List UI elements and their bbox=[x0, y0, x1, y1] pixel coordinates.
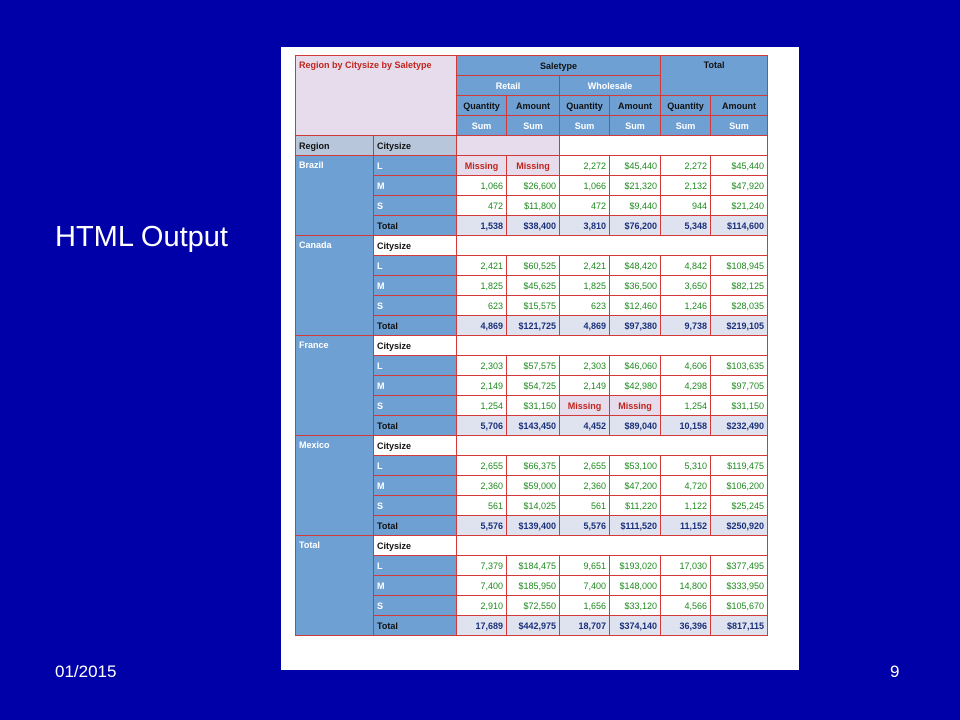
citysize-label: M bbox=[374, 276, 457, 296]
value-cell: 1,122 bbox=[661, 496, 711, 516]
header-row-1 bbox=[296, 56, 768, 76]
citysize-label: L bbox=[374, 156, 457, 176]
value-cell: $114,600 bbox=[711, 216, 768, 236]
citysize-label: L bbox=[374, 556, 457, 576]
value-cell: $21,240 bbox=[711, 196, 768, 216]
value-cell: $139,400 bbox=[507, 516, 560, 536]
value-cell: 5,310 bbox=[661, 456, 711, 476]
value-cell: $119,475 bbox=[711, 456, 768, 476]
region-label: France bbox=[296, 336, 374, 436]
value-cell: $377,495 bbox=[711, 556, 768, 576]
stat-header: Sum bbox=[610, 116, 661, 136]
value-cell: $57,575 bbox=[507, 356, 560, 376]
footer-date: 01/2015 bbox=[55, 662, 117, 681]
stat-header: Sum bbox=[507, 116, 560, 136]
value-cell: $45,440 bbox=[711, 156, 768, 176]
value-cell: $232,490 bbox=[711, 416, 768, 436]
value-cell: 4,452 bbox=[560, 416, 610, 436]
value-cell: $121,725 bbox=[507, 316, 560, 336]
stat-header: Sum bbox=[457, 116, 507, 136]
value-cell: 7,400 bbox=[457, 576, 507, 596]
value-cell: 5,576 bbox=[457, 516, 507, 536]
value-cell: $66,375 bbox=[507, 456, 560, 476]
value-cell: 9,651 bbox=[560, 556, 610, 576]
value-cell: 18,707 bbox=[560, 616, 610, 636]
group-title-row bbox=[296, 436, 768, 456]
table-title: Region by Citysize by Saletype bbox=[296, 56, 457, 136]
value-cell: 7,400 bbox=[560, 576, 610, 596]
value-cell: 11,152 bbox=[661, 516, 711, 536]
value-cell: 2,303 bbox=[560, 356, 610, 376]
value-cell: $82,125 bbox=[711, 276, 768, 296]
value-cell: 1,825 bbox=[560, 276, 610, 296]
value-cell: $148,000 bbox=[610, 576, 661, 596]
value-cell: $28,035 bbox=[711, 296, 768, 316]
value-cell: 561 bbox=[457, 496, 507, 516]
value-cell: $97,705 bbox=[711, 376, 768, 396]
value-cell: 2,303 bbox=[457, 356, 507, 376]
value-cell: 2,149 bbox=[560, 376, 610, 396]
stat-header: Sum bbox=[711, 116, 768, 136]
region-column-label: Region bbox=[296, 136, 374, 156]
citysize-label: Total bbox=[374, 316, 457, 336]
value-cell: 4,842 bbox=[661, 256, 711, 276]
value-cell: 1,066 bbox=[457, 176, 507, 196]
value-cell: 4,298 bbox=[661, 376, 711, 396]
value-cell: $219,105 bbox=[711, 316, 768, 336]
group-title-row bbox=[296, 336, 768, 356]
value-cell: 2,421 bbox=[560, 256, 610, 276]
value-cell: $817,115 bbox=[711, 616, 768, 636]
value-cell: 4,606 bbox=[661, 356, 711, 376]
wholesale-header: Wholesale bbox=[560, 76, 661, 96]
value-cell: $9,440 bbox=[610, 196, 661, 216]
value-cell: $250,920 bbox=[711, 516, 768, 536]
citysize-label: M bbox=[374, 576, 457, 596]
value-cell: 1,246 bbox=[661, 296, 711, 316]
value-cell: Missing bbox=[610, 396, 661, 416]
saletype-header: Saletype bbox=[457, 56, 661, 76]
region-label: Brazil bbox=[296, 156, 374, 236]
citysize-label: Total bbox=[374, 416, 457, 436]
group-title-row bbox=[296, 236, 768, 256]
citysize-title: Citysize bbox=[374, 536, 457, 556]
value-cell: $60,525 bbox=[507, 256, 560, 276]
value-cell: 3,810 bbox=[560, 216, 610, 236]
citysize-label: S bbox=[374, 296, 457, 316]
value-cell: $48,420 bbox=[610, 256, 661, 276]
value-cell: $54,725 bbox=[507, 376, 560, 396]
value-cell: $46,060 bbox=[610, 356, 661, 376]
citysize-label: S bbox=[374, 496, 457, 516]
citysize-label: L bbox=[374, 256, 457, 276]
citysize-label: S bbox=[374, 396, 457, 416]
value-cell: $111,520 bbox=[610, 516, 661, 536]
citysize-label: L bbox=[374, 456, 457, 476]
value-cell: $45,440 bbox=[610, 156, 661, 176]
value-cell: 14,800 bbox=[661, 576, 711, 596]
citysize-label: Total bbox=[374, 616, 457, 636]
value-cell: $31,150 bbox=[507, 396, 560, 416]
citysize-label: L bbox=[374, 356, 457, 376]
value-cell: $105,670 bbox=[711, 596, 768, 616]
value-cell: 2,421 bbox=[457, 256, 507, 276]
value-cell: 1,656 bbox=[560, 596, 610, 616]
value-cell: 2,132 bbox=[661, 176, 711, 196]
value-cell: $108,945 bbox=[711, 256, 768, 276]
blank-cell bbox=[457, 136, 560, 156]
value-cell: 1,254 bbox=[661, 396, 711, 416]
value-cell: 4,566 bbox=[661, 596, 711, 616]
value-cell: $442,975 bbox=[507, 616, 560, 636]
row-header-labels bbox=[296, 136, 768, 156]
value-cell: 1,825 bbox=[457, 276, 507, 296]
value-cell: 4,869 bbox=[457, 316, 507, 336]
value-cell: 17,030 bbox=[661, 556, 711, 576]
value-cell: $59,000 bbox=[507, 476, 560, 496]
stat-header: Sum bbox=[661, 116, 711, 136]
value-cell: 2,149 bbox=[457, 376, 507, 396]
value-cell: $11,800 bbox=[507, 196, 560, 216]
value-cell: 472 bbox=[560, 196, 610, 216]
value-cell: $31,150 bbox=[711, 396, 768, 416]
value-cell: $47,920 bbox=[711, 176, 768, 196]
value-cell: $36,500 bbox=[610, 276, 661, 296]
value-cell: $12,460 bbox=[610, 296, 661, 316]
page-number: 9 bbox=[890, 662, 900, 681]
value-cell: $184,475 bbox=[507, 556, 560, 576]
citysize-label: M bbox=[374, 376, 457, 396]
value-cell: $76,200 bbox=[610, 216, 661, 236]
value-cell: 17,689 bbox=[457, 616, 507, 636]
value-cell: 944 bbox=[661, 196, 711, 216]
citysize-column-label: Citysize bbox=[374, 136, 457, 156]
measure-header: Amount bbox=[711, 96, 768, 116]
blank-cell bbox=[457, 436, 768, 456]
report-panel bbox=[281, 47, 799, 670]
value-cell: $25,245 bbox=[711, 496, 768, 516]
value-cell: Missing bbox=[457, 156, 507, 176]
blank-cell bbox=[457, 336, 768, 356]
region-label: Canada bbox=[296, 236, 374, 336]
value-cell: 2,910 bbox=[457, 596, 507, 616]
measure-header: Quantity bbox=[560, 96, 610, 116]
blank-cell bbox=[457, 236, 768, 256]
value-cell: $103,635 bbox=[711, 356, 768, 376]
citysize-title: Citysize bbox=[374, 336, 457, 356]
value-cell: 9,738 bbox=[661, 316, 711, 336]
value-cell: $14,025 bbox=[507, 496, 560, 516]
value-cell: 5,706 bbox=[457, 416, 507, 436]
citysize-label: M bbox=[374, 176, 457, 196]
measure-header: Quantity bbox=[661, 96, 711, 116]
value-cell: $333,950 bbox=[711, 576, 768, 596]
value-cell: 10,158 bbox=[661, 416, 711, 436]
value-cell: 7,379 bbox=[457, 556, 507, 576]
value-cell: $33,120 bbox=[610, 596, 661, 616]
citysize-title: Citysize bbox=[374, 236, 457, 256]
value-cell: $53,100 bbox=[610, 456, 661, 476]
value-cell: $72,550 bbox=[507, 596, 560, 616]
side-title: HTML Output bbox=[55, 221, 228, 253]
value-cell: Missing bbox=[507, 156, 560, 176]
citysize-label: Total bbox=[374, 516, 457, 536]
value-cell: 36,396 bbox=[661, 616, 711, 636]
value-cell: 1,066 bbox=[560, 176, 610, 196]
value-cell: $89,040 bbox=[610, 416, 661, 436]
value-cell: 623 bbox=[560, 296, 610, 316]
stat-header: Sum bbox=[560, 116, 610, 136]
region-label: Total bbox=[296, 536, 374, 636]
value-cell: 5,576 bbox=[560, 516, 610, 536]
citysize-label: Total bbox=[374, 216, 457, 236]
value-cell: $374,140 bbox=[610, 616, 661, 636]
measure-header: Amount bbox=[507, 96, 560, 116]
value-cell: 2,360 bbox=[457, 476, 507, 496]
blank-cell bbox=[457, 536, 768, 556]
value-cell: $106,200 bbox=[711, 476, 768, 496]
value-cell: $38,400 bbox=[507, 216, 560, 236]
group-title-row bbox=[296, 536, 768, 556]
value-cell: $15,575 bbox=[507, 296, 560, 316]
value-cell: 4,869 bbox=[560, 316, 610, 336]
report-table bbox=[295, 55, 768, 636]
value-cell: $21,320 bbox=[610, 176, 661, 196]
value-cell: 2,655 bbox=[457, 456, 507, 476]
value-cell: $47,200 bbox=[610, 476, 661, 496]
citysize-label: S bbox=[374, 196, 457, 216]
value-cell: $193,020 bbox=[610, 556, 661, 576]
total-header: Total bbox=[661, 56, 768, 96]
value-cell: $42,980 bbox=[610, 376, 661, 396]
value-cell: $97,380 bbox=[610, 316, 661, 336]
value-cell: 1,254 bbox=[457, 396, 507, 416]
table-row bbox=[296, 156, 768, 176]
measure-header: Amount bbox=[610, 96, 661, 116]
value-cell: Missing bbox=[560, 396, 610, 416]
value-cell: $185,950 bbox=[507, 576, 560, 596]
retail-header: Retail bbox=[457, 76, 560, 96]
blank-cell bbox=[560, 136, 768, 156]
value-cell: $11,220 bbox=[610, 496, 661, 516]
value-cell: $143,450 bbox=[507, 416, 560, 436]
value-cell: 3,650 bbox=[661, 276, 711, 296]
value-cell: 4,720 bbox=[661, 476, 711, 496]
value-cell: 561 bbox=[560, 496, 610, 516]
value-cell: 1,538 bbox=[457, 216, 507, 236]
value-cell: 472 bbox=[457, 196, 507, 216]
value-cell: 2,655 bbox=[560, 456, 610, 476]
value-cell: 623 bbox=[457, 296, 507, 316]
measure-header: Quantity bbox=[457, 96, 507, 116]
value-cell: $26,600 bbox=[507, 176, 560, 196]
region-label: Mexico bbox=[296, 436, 374, 536]
value-cell: 2,272 bbox=[661, 156, 711, 176]
value-cell: $45,625 bbox=[507, 276, 560, 296]
value-cell: 5,348 bbox=[661, 216, 711, 236]
citysize-label: S bbox=[374, 596, 457, 616]
citysize-title: Citysize bbox=[374, 436, 457, 456]
value-cell: 2,272 bbox=[560, 156, 610, 176]
value-cell: 2,360 bbox=[560, 476, 610, 496]
citysize-label: M bbox=[374, 476, 457, 496]
